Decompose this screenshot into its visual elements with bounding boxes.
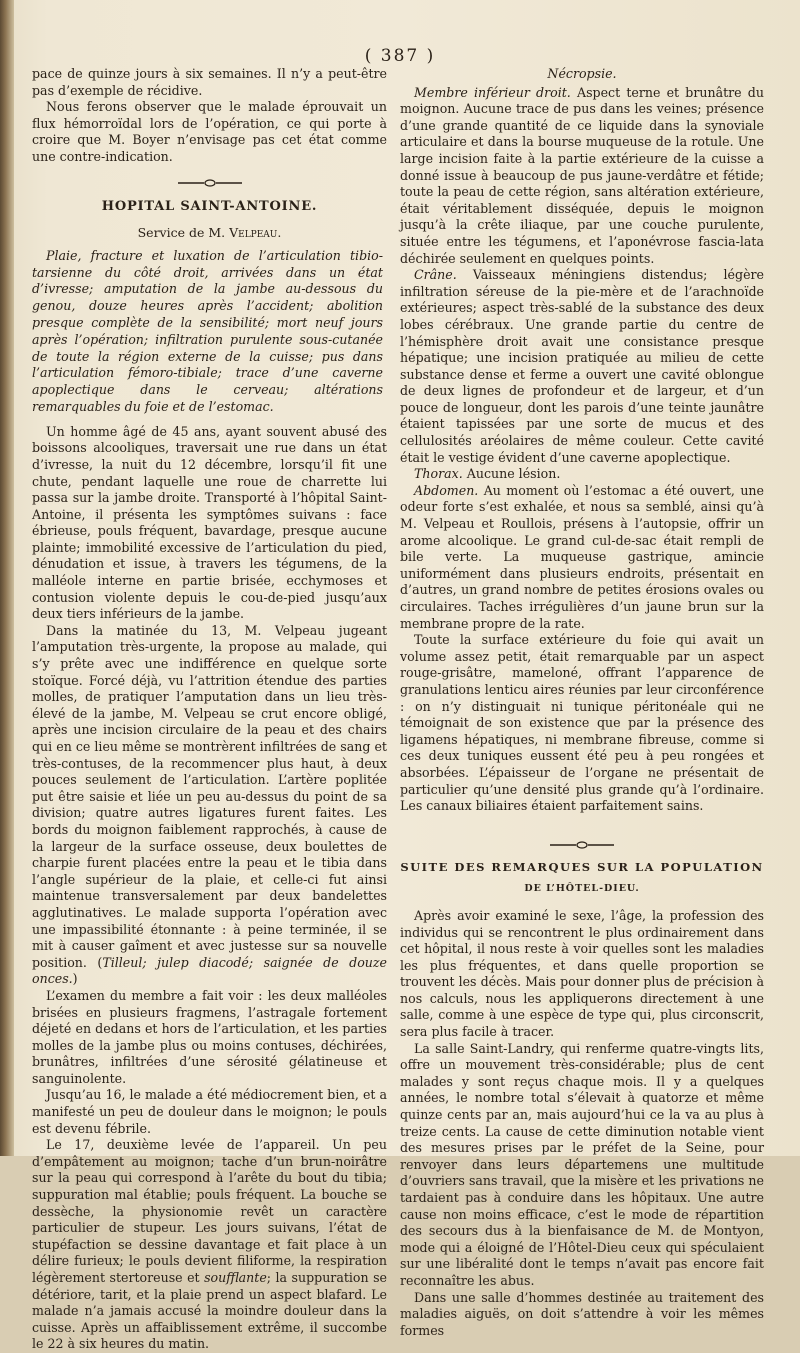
paragraph: Toute la surface extérieure du foie qui avait un volume assez petit, était remarquable par un aspect rouge-grisâtre, mameloné, offrant l’apparence de granulations lenticu aires réunies par leur circonférence : on n’y distinguait ni tunique péritonéale qui ne témoignait de son existence que par la présence des ligamens hépatiques, ni membrane fibreuse, comme si ces deux tuniques eussent été peu à peu rongées et absorbées. L’épaisseur de l’organe ne présentait de particulier qu’une densité plus grande qu’à l’ordinaire. Les canaux biliaires étaient parfaitement sains. [400, 632, 764, 814]
paragraph [400, 267, 764, 466]
service-prefix: Service de M. [137, 225, 226, 241]
italic-word: soufflante [204, 1270, 267, 1285]
service-line [32, 225, 387, 242]
text-run: Au moment où l’estomac a été ouvert, une odeur forte s’est exhalée, et nous sa semblé, ainsi qu’à M. Velpeau et Roullois, présens à l’autopsie, offrir un arome alcoolique. Le grand cul-de-sac était rempli de bile verte. La muqueuse gastrique, amincie uniformément dans plusieurs endroits, présentait en d’autres, un grand nombre de petites érosions ovales ou circulaires. Taches irrégulières d’un jaune brun sur la membrane propre de la rate. [400, 482, 764, 631]
text-run: Aspect terne et brunâtre du moignon. Aucune trace de pus dans les veines; présence d’une grande quantité de ce liquide dans la synoviale articulaire et dans la bourse muqueuse de la rotule. Une large incision faite à la partie extérieure de la cuisse a donné issue à beaucoup de pus jaune-verdâtre et fétide; toute la peau de cette région, sans altération extérieure, était véritablement disséquée, depuis le moignon jusqu’à la crête iliaque, par une couche purulente, située entre les tégumens, et l’aponévrose fascia-lata déchirée seulement en quelques points. [400, 84, 764, 266]
text-run: ; la suppuration se détériore, tarit, et la plaie prend un aspect blafard. Le malade n’a jamais accusé la moindre douleur dans la cuisse. Après un affaiblissement extrême, il succombe le 22 à six heures du matin. [32, 1270, 387, 1352]
text-run: Vaisseaux méningiens distendus; légère infiltration séreuse de la pie-mère et de l’arachnoïde extérieures; aspect très-sablé de la substance des deux lobes cérébraux. Une grande partie du centre de l’hémisphère droit avait une consistance presque hépatique; une incision pratiquée au milieu de cette substance dense et ferme a ouvert une cavité oblongue de deux lignes de profondeur et de largeur, et d’un pouce de longueur, dont les parois d’une teinte jaunâtre étaient tapissées par une sorte de mucus et des cellulosités aréolaires de même couleur. Cette cavité était le vestige évident d’une caverne apoplectique. [400, 267, 764, 465]
paragraph [400, 85, 764, 268]
book-spine-shadow [0, 0, 14, 1156]
paragraph [400, 483, 764, 632]
section-label: Crâne. [414, 267, 457, 283]
section-heading: HOPITAL SAINT-ANTOINE. [101, 198, 318, 214]
paragraph: Après avoir examiné le sexe, l’âge, la profession des individus qui se rencontrent le plus ordinairement dans cet hôpital, il nous reste à voir quelles sont les maladies les plus fréquentes, et dans quelle proportion se trouvent les décès. Mais pour donner plus de précision à nos calculs, nous les appliquerons directement à une salle, comme à une espèce de type qui, plus circonscrit, sera plus facile à tracer. [400, 907, 764, 1040]
paragraph: Dans une salle d’hommes destinée au traitement des maladies aiguës, on doit s’attendre à voir les mêmes formes [400, 1289, 764, 1338]
text-run: Dans la matinée du 13, M. Velpeau jugeant l’amputation très-urgente, la propose au malade, qui s’y prête avec une indifférence en quelque sorte stoïque. Forcé déjà, vu l’attrition étendue des parties molles, de pratiquer l’amputation dans un lieu très-élevé de la jambe, M. Velpeau se crut encore obligé, après une incision circulaire de la peau et des chairs qui en ce lieu même se montrèrent infiltrées de sang et très-contuses, de la recommencer plus haut, à deux pouces seulement de l’articulation. L’artère poplitée put être saisie et liée un peu au-dessus du point de sa division; quatre autres ligatures furent faites. Les bords du moignon faiblement rapprochés, à cause de la largeur de la surface osseuse, deux boulettes de charpie furent placées entre la peau et le tibia dans l’angle supérieur de la plaie, et celle-ci fut ainsi maintenue transversalement par deux bandelettes agglutinatives. Le malade supporta l’opération avec une impassibilité étonnante : à peine terminée, il se mit à causer gaîment et avec justesse sur sa nouvelle position. ( [32, 622, 387, 970]
paragraph: Un homme âgé de 45 ans, ayant souvent abusé des boissons alcooliques, traversait une rue dans un état d’ivresse, la nuit du 12 décembre, lorsqu’il fit une chute, pendant laquelle une roue de charrette lui passa sur la jambe droite. Transporté à l’hôpital Saint-Antoine, il présenta les symptômes suivans : face ébrieuse, pouls fréquent, bavardage, presque aucune plainte; immobilité excessive de l’articulation du pied, dénudation et issue, à travers les tégumens, de la malléole interne en partie brisée, ecchymoses et contusion violente depuis le cou-de-pied jusqu’aux deux tiers inférieurs de la jambe. [32, 423, 387, 622]
page-number: ( 387 ) [364, 46, 436, 66]
text-run: ) [72, 971, 78, 987]
text-run: Aucune lésion. [462, 466, 561, 482]
paragraph [32, 1137, 387, 1353]
paragraph: Nous ferons observer que le malade éprouvait un flux hémorroïdal lors de l’opération, ce qui porte à croire que M. Boyer n’envisage pas cet état comme une contre-indication. [32, 99, 387, 164]
section-label: Abdomen. [414, 482, 479, 498]
right-column [400, 66, 764, 1339]
paragraph: Jusqu’au 16, le malade a été médiocrement bien, et a manifesté un peu de douleur dans le moignon; le pouls est devenu fébrile. [32, 1087, 387, 1136]
section-heading-line2: DE L’HÔTEL-DIEU. [524, 883, 640, 895]
paragraph-continued: pace de quinze jours à six semaines. Il n’y a peut-être pas d’exemple de récidive. [32, 66, 387, 98]
left-column [32, 66, 387, 1353]
paragraph [32, 623, 387, 988]
necropsy-heading: Nécropsie. [547, 66, 617, 81]
section-label: Thorax. [414, 466, 463, 482]
paragraph: La salle Saint-Landry, qui renferme quatre-vingts lits, offre un mouvement très-considérable; plus de cent malades y sont reçus chaque mois. Il y a quelques années, le nombre total s’élevait à quatorze et même quinze cents par an, mais aujourd’hui ce la va au plus à treize cents. La cause de cette diminution notable vient des mesures prises par le préfet de la Seine, pour renvoyer dans leurs départemens une multitude d’ouvriers sans travail, que la misère et les privations ne tardaient pas à conduire dans les hôpitaux. Une autre cause non moins efficace, c’est le mode de répartition des secours dus à la bienfaisance de M. de Montyon, mode qui a éloigné de l’Hôtel-Dieu ceux qui spéculaient sur une libéralité dont le temps n’avait pas encore fait reconnaître les abus. [400, 1040, 764, 1288]
section-heading: SUITE DES REMARQUES SUR LA POPULATION [400, 859, 764, 874]
ornament-divider [400, 837, 764, 847]
service-name: Velpeau. [229, 225, 282, 241]
paragraph [400, 466, 764, 483]
paragraph: L’examen du membre a fait voir : les deux malléoles brisées en plusieurs fragmens, l’astragale fortement déjeté en dedans et hors de l’articulation, et les parties molles de la jambe plus ou moins contuses, déchirées, brunâtres, infiltrées d’une sérosité gélatineuse et sanguinolente. [32, 987, 387, 1086]
ornament-rule-icon [178, 179, 242, 187]
case-summary: Plaie, fracture et luxation de l’articulation tibio-tarsienne du côté droit, arrivées dans un état d’ivresse; amputation de la jambe au-dessous du genou, douze heures après l’accident; abolition presque complète de la sensibilité; mort neuf jours après l’opération; infiltration purulente sous-cutanée de toute la région externe de la cuisse; pus dans l’articulation fémoro-tibiale; trace d’une caverne apoplectique dans le cerveau; altérations remarquables du foie et de l’estomac. [32, 247, 383, 414]
prescription-text: Tilleul; julep diacodé; saignée de douze onces. [32, 954, 387, 987]
ornament-divider [32, 175, 387, 185]
section-label: Membre inférieur droit. [414, 84, 571, 100]
ornament-rule-icon [550, 841, 614, 849]
text-run: Le 17, deuxième levée de l’appareil. Un peu d’empâtement au moignon; tache d’un brun-noirâtre sur la peau qui correspond à l’arête du bout du tibia; suppuration mal établie; pouls fréquent. La bouche se dessèche, la physionomie revêt un caractère particulier de stupeur. Les jours suivans, l’état de stupéfaction se dessine davantage et fait place à un délire furieux; le pouls devient filiforme, la respiration légèrement stertoreuse et [32, 1137, 387, 1285]
